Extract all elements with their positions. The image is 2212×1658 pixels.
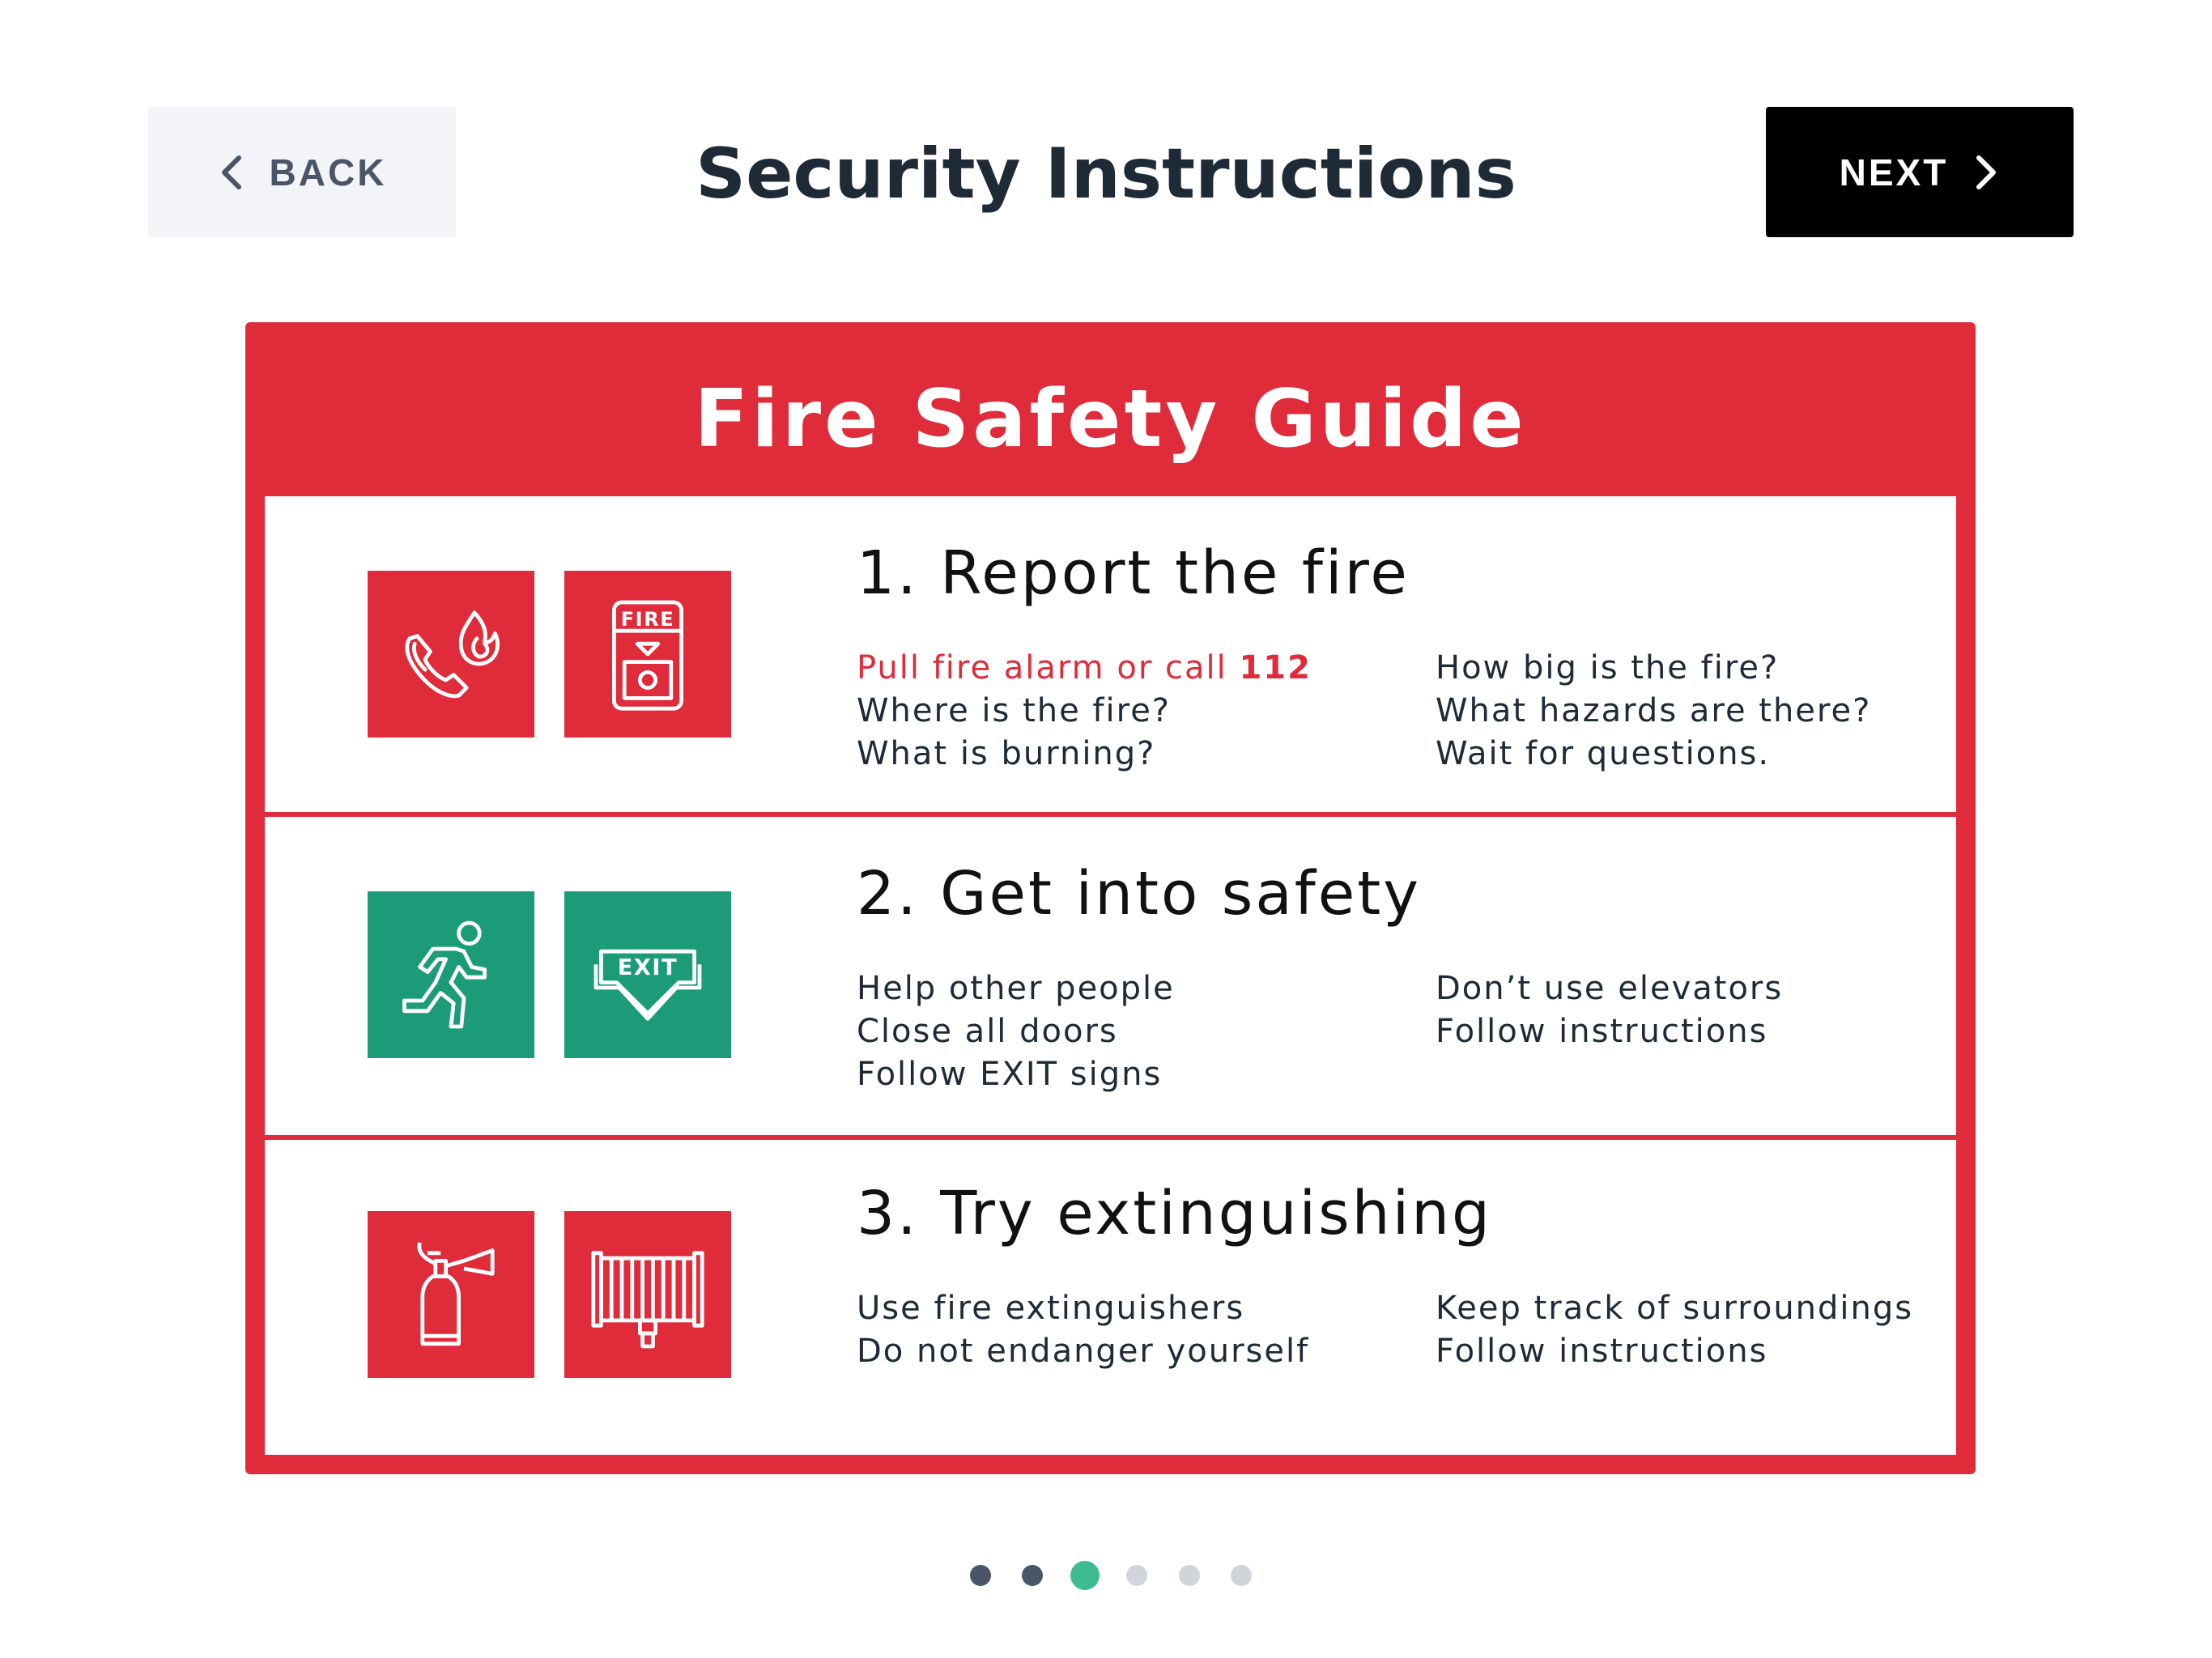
instruction-item: Don’t use elevators <box>1436 970 1784 1007</box>
pagination-dot-3[interactable] <box>1070 1561 1100 1590</box>
section-report-fire <box>265 496 1956 812</box>
section-left-column <box>857 647 1312 776</box>
pagination-dots <box>0 1559 2212 1592</box>
instruction-item: Follow EXIT signs <box>857 1056 1163 1093</box>
pagination-dot-6[interactable] <box>1231 1565 1252 1586</box>
instruction-item: Keep track of surroundings <box>1436 1290 1914 1327</box>
phone-fire-icon <box>368 571 534 738</box>
chevron-right-icon <box>1972 153 2000 192</box>
instruction-item: Follow instructions <box>1436 1333 1768 1370</box>
next-button[interactable] <box>1766 107 2074 237</box>
instruction-item: Close all doors <box>857 1013 1118 1050</box>
exit-sign-icon <box>564 891 731 1058</box>
alarm-number: 112 <box>1239 649 1312 687</box>
fire-extinguisher-icon <box>368 1211 534 1378</box>
section-heading: 1. Report the fire <box>857 538 1410 608</box>
fire-alarm-label: FIRE <box>620 607 675 631</box>
section-right-column <box>1436 967 1783 1053</box>
instruction-item: What hazards are there? <box>1436 692 1872 729</box>
fire-alarm-icon <box>564 571 731 738</box>
next-label: NEXT <box>1839 151 1949 193</box>
exit-sign-label: EXIT <box>617 955 678 980</box>
pagination-dot-2[interactable] <box>1022 1565 1043 1586</box>
instruction-item: Wait for questions. <box>1436 735 1771 772</box>
section-get-safety <box>265 817 1956 1135</box>
section-left-column <box>857 967 1175 1096</box>
pagination-dot-1[interactable] <box>970 1565 991 1586</box>
instruction-item: How big is the fire? <box>1436 649 1780 687</box>
top-bar <box>0 0 2212 243</box>
alarm-instruction <box>857 647 1312 690</box>
page-title: Security Instructions <box>696 134 1516 215</box>
instruction-item: Do not endanger yourself <box>857 1333 1310 1370</box>
section-heading: 2. Get into safety <box>857 859 1422 929</box>
alarm-text: Pull fire alarm or call <box>857 649 1240 687</box>
back-label: BACK <box>269 151 387 193</box>
instruction-item: What is burning? <box>857 735 1156 772</box>
running-person-icon <box>368 891 534 1058</box>
section-right-column <box>1436 647 1871 776</box>
section-left-column <box>857 1287 1309 1373</box>
instruction-item: Use fire extinguishers <box>857 1290 1245 1327</box>
section-heading: 3. Try extinguishing <box>857 1179 1493 1248</box>
fire-safety-guide <box>245 322 1976 1474</box>
section-extinguishing <box>265 1140 1956 1455</box>
instruction-item: Help other people <box>857 970 1175 1007</box>
section-right-column <box>1436 1287 1913 1373</box>
instruction-item: Follow instructions <box>1436 1013 1768 1050</box>
pagination-dot-4[interactable] <box>1126 1565 1147 1586</box>
pagination-dot-5[interactable] <box>1179 1565 1200 1586</box>
guide-title: Fire Safety Guide <box>694 373 1527 466</box>
fire-hose-reel-icon <box>564 1211 731 1378</box>
instruction-item: Where is the fire? <box>857 692 1172 729</box>
